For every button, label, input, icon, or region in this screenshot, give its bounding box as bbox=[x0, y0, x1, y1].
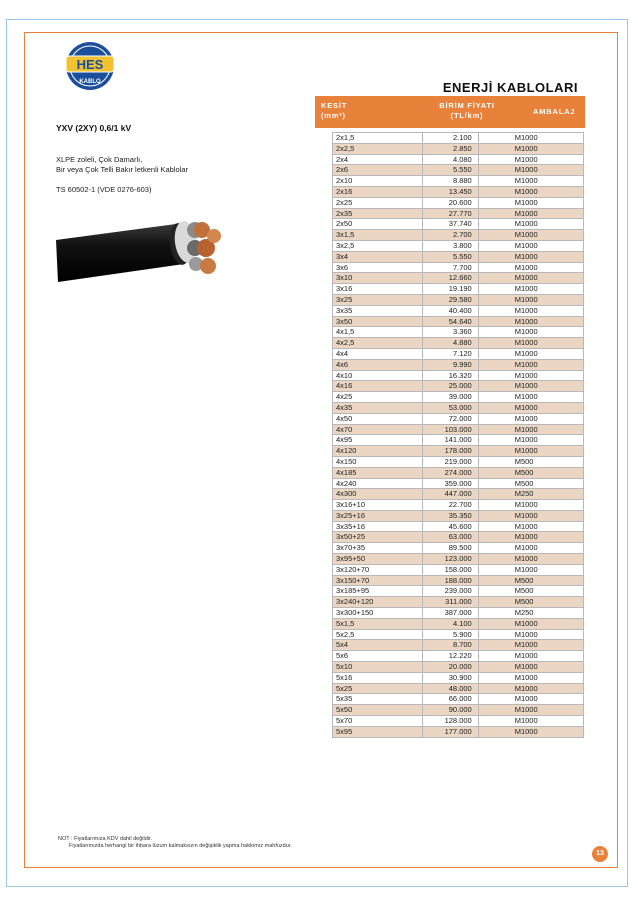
table-row bbox=[333, 165, 584, 176]
cell-fiyat: 8.880 bbox=[422, 176, 478, 187]
cell-fiyat: 63.000 bbox=[422, 532, 478, 543]
cell-fiyat: 7.700 bbox=[422, 262, 478, 273]
cell-ambalaj: M1000 bbox=[478, 230, 583, 241]
cell-ambalaj: M1000 bbox=[478, 446, 583, 457]
cell-fiyat: 4.100 bbox=[422, 618, 478, 629]
cell-ambalaj: M500 bbox=[478, 467, 583, 478]
cell-fiyat: 25.000 bbox=[422, 381, 478, 392]
cell-ambalaj: M1000 bbox=[478, 564, 583, 575]
table-row bbox=[333, 154, 584, 165]
cell-ambalaj: M1000 bbox=[478, 640, 583, 651]
cell-ambalaj: M1000 bbox=[478, 370, 583, 381]
cell-kesit: 4x10 bbox=[333, 370, 423, 381]
cell-kesit: 2x50 bbox=[333, 219, 423, 230]
table-row bbox=[333, 489, 584, 500]
cell-ambalaj: M1000 bbox=[478, 521, 583, 532]
cell-fiyat: 7.120 bbox=[422, 348, 478, 359]
cell-kesit: 4x1,5 bbox=[333, 327, 423, 338]
table-row bbox=[333, 262, 584, 273]
cell-kesit: 3x35 bbox=[333, 305, 423, 316]
cell-ambalaj: M1000 bbox=[478, 413, 583, 424]
cell-fiyat: 141.000 bbox=[422, 435, 478, 446]
cell-ambalaj: M1000 bbox=[478, 165, 583, 176]
cell-kesit: 4x2,5 bbox=[333, 338, 423, 349]
cell-ambalaj: M1000 bbox=[478, 424, 583, 435]
cell-kesit: 4x120 bbox=[333, 446, 423, 457]
cell-kesit: 2x1,5 bbox=[333, 133, 423, 144]
cell-kesit: 4x16 bbox=[333, 381, 423, 392]
table-row bbox=[333, 575, 584, 586]
table-row bbox=[333, 284, 584, 295]
cell-fiyat: 40.400 bbox=[422, 305, 478, 316]
cell-ambalaj: M500 bbox=[478, 478, 583, 489]
product-desc-line1: XLPE zoleli, Çok Damarlı, bbox=[56, 155, 143, 164]
cell-ambalaj: M1000 bbox=[478, 273, 583, 284]
cable-photo bbox=[56, 212, 226, 292]
cell-kesit: 4x70 bbox=[333, 424, 423, 435]
cell-kesit: 3x16+10 bbox=[333, 500, 423, 511]
table-row bbox=[333, 651, 584, 662]
cell-ambalaj: M1000 bbox=[478, 133, 583, 144]
cell-kesit: 4x6 bbox=[333, 359, 423, 370]
cell-kesit: 3x35+16 bbox=[333, 521, 423, 532]
cell-ambalaj: M1000 bbox=[478, 251, 583, 262]
cell-ambalaj: M1000 bbox=[478, 672, 583, 683]
cell-fiyat: 3.360 bbox=[422, 327, 478, 338]
svg-text:HES: HES bbox=[76, 57, 104, 72]
cell-ambalaj: M1000 bbox=[478, 186, 583, 197]
cell-kesit: 4x4 bbox=[333, 348, 423, 359]
cell-fiyat: 89.500 bbox=[422, 543, 478, 554]
table-row bbox=[333, 478, 584, 489]
cell-fiyat: 12.220 bbox=[422, 651, 478, 662]
cell-ambalaj: M250 bbox=[478, 489, 583, 500]
cell-ambalaj: M1000 bbox=[478, 532, 583, 543]
cell-ambalaj: M1000 bbox=[478, 359, 583, 370]
cell-fiyat: 5.550 bbox=[422, 165, 478, 176]
cell-fiyat: 72.000 bbox=[422, 413, 478, 424]
table-row bbox=[333, 186, 584, 197]
cell-kesit: 3x6 bbox=[333, 262, 423, 273]
cell-kesit: 3x2,5 bbox=[333, 240, 423, 251]
cell-ambalaj: M1000 bbox=[478, 705, 583, 716]
table-row bbox=[333, 597, 584, 608]
table-row bbox=[333, 133, 584, 144]
cell-kesit: 3x25+16 bbox=[333, 510, 423, 521]
table-row bbox=[333, 554, 584, 565]
cell-ambalaj: M1000 bbox=[478, 348, 583, 359]
table-row bbox=[333, 273, 584, 284]
note-line1: NOT : Fiyatlarımıza KDV dahil değildir. bbox=[58, 836, 153, 842]
cell-ambalaj: M1000 bbox=[478, 662, 583, 673]
table-row bbox=[333, 467, 584, 478]
header-kesit bbox=[321, 101, 347, 121]
cell-ambalaj: M1000 bbox=[478, 176, 583, 187]
cell-kesit: 5x10 bbox=[333, 662, 423, 673]
cell-ambalaj: M500 bbox=[478, 597, 583, 608]
cell-ambalaj: M250 bbox=[478, 608, 583, 619]
product-description bbox=[56, 155, 188, 175]
cell-kesit: 4x185 bbox=[333, 467, 423, 478]
cell-ambalaj: M500 bbox=[478, 586, 583, 597]
cell-fiyat: 19.190 bbox=[422, 284, 478, 295]
cell-fiyat: 30.900 bbox=[422, 672, 478, 683]
table-row bbox=[333, 251, 584, 262]
table-row bbox=[333, 532, 584, 543]
header-kesit-unit: (mm²) bbox=[321, 111, 346, 120]
cell-ambalaj: M1000 bbox=[478, 726, 583, 737]
cell-ambalaj: M1000 bbox=[478, 327, 583, 338]
cell-fiyat: 29.580 bbox=[422, 294, 478, 305]
cell-kesit: 4x35 bbox=[333, 402, 423, 413]
table-row bbox=[333, 294, 584, 305]
header-fiyat-label: BİRİM FİYATI bbox=[439, 101, 495, 110]
cell-ambalaj: M500 bbox=[478, 575, 583, 586]
page-number-badge: 13 bbox=[592, 846, 608, 862]
table-row bbox=[333, 694, 584, 705]
table-row bbox=[333, 316, 584, 327]
cell-kesit: 4x95 bbox=[333, 435, 423, 446]
table-row bbox=[333, 716, 584, 727]
cell-kesit: 3x1,5 bbox=[333, 230, 423, 241]
cell-fiyat: 20.000 bbox=[422, 662, 478, 673]
cell-fiyat: 447.000 bbox=[422, 489, 478, 500]
cell-kesit: 3x10 bbox=[333, 273, 423, 284]
cell-fiyat: 177.000 bbox=[422, 726, 478, 737]
cell-ambalaj: M1000 bbox=[478, 618, 583, 629]
cell-ambalaj: M1000 bbox=[478, 305, 583, 316]
cell-ambalaj: M1000 bbox=[478, 402, 583, 413]
cell-kesit: 3x300+150 bbox=[333, 608, 423, 619]
cell-kesit: 3x185+95 bbox=[333, 586, 423, 597]
cell-fiyat: 2.100 bbox=[422, 133, 478, 144]
product-standard: TS 60502-1 (VDE 0276-603) bbox=[56, 185, 152, 194]
cell-fiyat: 37.740 bbox=[422, 219, 478, 230]
table-row bbox=[333, 240, 584, 251]
cell-kesit: 3x50 bbox=[333, 316, 423, 327]
cell-ambalaj: M1000 bbox=[478, 208, 583, 219]
cell-kesit: 5x16 bbox=[333, 672, 423, 683]
cell-kesit: 3x70+35 bbox=[333, 543, 423, 554]
table-row bbox=[333, 381, 584, 392]
product-name: YXV (2XY) 0,6/1 kV bbox=[56, 123, 132, 133]
product-desc-line2: Bir veya Çok Telli Bakır letkenli Kablolar bbox=[56, 165, 189, 174]
table-row bbox=[333, 705, 584, 716]
table-row bbox=[333, 305, 584, 316]
table-row bbox=[333, 348, 584, 359]
cell-ambalaj: M1000 bbox=[478, 154, 583, 165]
cell-kesit: 5x50 bbox=[333, 705, 423, 716]
table-row bbox=[333, 640, 584, 651]
table-header-bar bbox=[315, 98, 585, 128]
cell-ambalaj: M1000 bbox=[478, 262, 583, 273]
table-row bbox=[333, 629, 584, 640]
cell-ambalaj: M1000 bbox=[478, 294, 583, 305]
table-row bbox=[333, 219, 584, 230]
table-row bbox=[333, 359, 584, 370]
cell-ambalaj: M1000 bbox=[478, 316, 583, 327]
cell-kesit: 5x70 bbox=[333, 716, 423, 727]
table-row bbox=[333, 143, 584, 154]
cell-fiyat: 12.660 bbox=[422, 273, 478, 284]
cell-fiyat: 39.000 bbox=[422, 392, 478, 403]
cell-kesit: 4x50 bbox=[333, 413, 423, 424]
cell-ambalaj: M1000 bbox=[478, 683, 583, 694]
cell-kesit: 5x95 bbox=[333, 726, 423, 737]
cell-kesit: 3x25 bbox=[333, 294, 423, 305]
cell-fiyat: 2.850 bbox=[422, 143, 478, 154]
cell-ambalaj: M1000 bbox=[478, 716, 583, 727]
header-kesit-label: KESİT bbox=[321, 101, 348, 110]
header-fiyat bbox=[427, 101, 507, 121]
cell-ambalaj: M1000 bbox=[478, 197, 583, 208]
cell-kesit: 5x35 bbox=[333, 694, 423, 705]
cell-kesit: 3x150+70 bbox=[333, 575, 423, 586]
cell-kesit: 4x150 bbox=[333, 456, 423, 467]
cell-fiyat: 16.320 bbox=[422, 370, 478, 381]
cell-kesit: 3x120+70 bbox=[333, 564, 423, 575]
cell-kesit: 5x25 bbox=[333, 683, 423, 694]
cell-fiyat: 4.080 bbox=[422, 154, 478, 165]
cell-fiyat: 5.550 bbox=[422, 251, 478, 262]
table-row bbox=[333, 564, 584, 575]
price-table bbox=[332, 132, 584, 738]
cell-ambalaj: M1000 bbox=[478, 381, 583, 392]
cell-fiyat: 2.700 bbox=[422, 230, 478, 241]
cell-fiyat: 123.000 bbox=[422, 554, 478, 565]
cell-ambalaj: M1000 bbox=[478, 219, 583, 230]
cell-fiyat: 35.350 bbox=[422, 510, 478, 521]
table-row bbox=[333, 435, 584, 446]
cell-ambalaj: M1000 bbox=[478, 338, 583, 349]
cell-ambalaj: M1000 bbox=[478, 629, 583, 640]
cell-ambalaj: M500 bbox=[478, 456, 583, 467]
table-row bbox=[333, 402, 584, 413]
cell-fiyat: 387.000 bbox=[422, 608, 478, 619]
cell-fiyat: 274.000 bbox=[422, 467, 478, 478]
table-row bbox=[333, 338, 584, 349]
section-title: ENERJİ KABLOLARI bbox=[442, 80, 578, 95]
cell-fiyat: 45.600 bbox=[422, 521, 478, 532]
table-row bbox=[333, 392, 584, 403]
header-ambalaj: AMBALAJ bbox=[533, 107, 576, 116]
cell-kesit: 5x1,5 bbox=[333, 618, 423, 629]
cell-ambalaj: M1000 bbox=[478, 510, 583, 521]
cell-kesit: 2x16 bbox=[333, 186, 423, 197]
table-row bbox=[333, 176, 584, 187]
cell-ambalaj: M1000 bbox=[478, 500, 583, 511]
table-row bbox=[333, 456, 584, 467]
table-row bbox=[333, 208, 584, 219]
table-row bbox=[333, 672, 584, 683]
cell-kesit: 2x2,5 bbox=[333, 143, 423, 154]
cell-fiyat: 158.000 bbox=[422, 564, 478, 575]
cell-kesit: 5x4 bbox=[333, 640, 423, 651]
table-row bbox=[333, 662, 584, 673]
hes-kablo-logo bbox=[60, 40, 120, 92]
cell-kesit: 2x25 bbox=[333, 197, 423, 208]
cell-kesit: 5x2,5 bbox=[333, 629, 423, 640]
cell-fiyat: 5.900 bbox=[422, 629, 478, 640]
cell-kesit: 3x50+25 bbox=[333, 532, 423, 543]
table-row bbox=[333, 370, 584, 381]
cell-kesit: 3x16 bbox=[333, 284, 423, 295]
cell-fiyat: 53.000 bbox=[422, 402, 478, 413]
cell-fiyat: 239.000 bbox=[422, 586, 478, 597]
cell-fiyat: 20.600 bbox=[422, 197, 478, 208]
cell-fiyat: 48.000 bbox=[422, 683, 478, 694]
cell-kesit: 2x4 bbox=[333, 154, 423, 165]
cell-fiyat: 188.000 bbox=[422, 575, 478, 586]
cell-kesit: 4x300 bbox=[333, 489, 423, 500]
table-row bbox=[333, 500, 584, 511]
cell-ambalaj: M1000 bbox=[478, 284, 583, 295]
cell-ambalaj: M1000 bbox=[478, 143, 583, 154]
cell-kesit: 2x6 bbox=[333, 165, 423, 176]
table-row bbox=[333, 327, 584, 338]
cell-kesit: 3x4 bbox=[333, 251, 423, 262]
cell-ambalaj: M1000 bbox=[478, 694, 583, 705]
cell-kesit: 3x240+120 bbox=[333, 597, 423, 608]
cell-ambalaj: M1000 bbox=[478, 240, 583, 251]
table-row bbox=[333, 521, 584, 532]
table-row bbox=[333, 726, 584, 737]
header-fiyat-unit: (TL/km) bbox=[450, 111, 484, 120]
cell-ambalaj: M1000 bbox=[478, 543, 583, 554]
table-row bbox=[333, 510, 584, 521]
cell-fiyat: 9.990 bbox=[422, 359, 478, 370]
cell-fiyat: 66.000 bbox=[422, 694, 478, 705]
cell-fiyat: 128.000 bbox=[422, 716, 478, 727]
note-line2: Fiyatlarımızda herhangi bir ihbara lüzum kalmaksızın değişiklik yapma hakkımız mahfuzdur. bbox=[69, 843, 292, 849]
cell-ambalaj: M1000 bbox=[478, 651, 583, 662]
cell-fiyat: 4.880 bbox=[422, 338, 478, 349]
cell-fiyat: 90.000 bbox=[422, 705, 478, 716]
cell-kesit: 4x25 bbox=[333, 392, 423, 403]
table-row bbox=[333, 197, 584, 208]
svg-text:KABLO: KABLO bbox=[79, 79, 101, 85]
table-row bbox=[333, 683, 584, 694]
cell-kesit: 4x240 bbox=[333, 478, 423, 489]
cell-kesit: 2x35 bbox=[333, 208, 423, 219]
cell-fiyat: 22.700 bbox=[422, 500, 478, 511]
cell-fiyat: 54.640 bbox=[422, 316, 478, 327]
table-row bbox=[333, 586, 584, 597]
cell-ambalaj: M1000 bbox=[478, 392, 583, 403]
table-row bbox=[333, 424, 584, 435]
cell-kesit: 5x6 bbox=[333, 651, 423, 662]
table-row bbox=[333, 413, 584, 424]
table-row bbox=[333, 543, 584, 554]
table-row bbox=[333, 446, 584, 457]
footer-note bbox=[58, 836, 292, 850]
cell-fiyat: 219.000 bbox=[422, 456, 478, 467]
cell-ambalaj: M1000 bbox=[478, 554, 583, 565]
table-row bbox=[333, 608, 584, 619]
cell-fiyat: 13.450 bbox=[422, 186, 478, 197]
cell-fiyat: 359.000 bbox=[422, 478, 478, 489]
cell-kesit: 2x10 bbox=[333, 176, 423, 187]
cell-fiyat: 3.800 bbox=[422, 240, 478, 251]
cell-kesit: 3x95+50 bbox=[333, 554, 423, 565]
cell-fiyat: 8.700 bbox=[422, 640, 478, 651]
cell-fiyat: 311.000 bbox=[422, 597, 478, 608]
cell-ambalaj: M1000 bbox=[478, 435, 583, 446]
cell-fiyat: 103.000 bbox=[422, 424, 478, 435]
table-row bbox=[333, 230, 584, 241]
cell-fiyat: 178.000 bbox=[422, 446, 478, 457]
table-row bbox=[333, 618, 584, 629]
cell-fiyat: 27.770 bbox=[422, 208, 478, 219]
